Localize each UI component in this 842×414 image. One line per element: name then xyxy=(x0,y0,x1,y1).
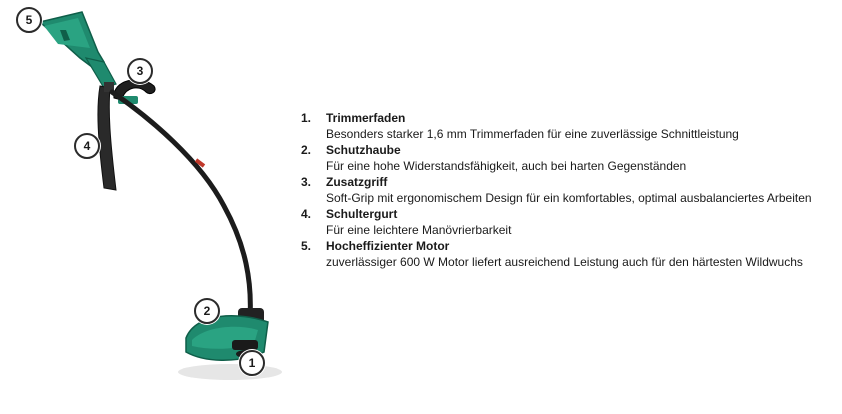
trimmer-shaft xyxy=(112,92,250,318)
feature-number: 1. xyxy=(301,111,312,125)
feature-title: Zusatzgriff xyxy=(326,175,388,189)
callout-3: 3 xyxy=(127,58,153,84)
feature-item-zusatzgriff xyxy=(300,174,830,206)
feature-description: Soft-Grip mit ergonomischem Design für ein komfortables, optimal ausbalanciertes Arbeiten xyxy=(326,191,812,205)
feature-number: 4. xyxy=(301,207,312,221)
feature-title: Hocheffizienter Motor xyxy=(326,239,450,253)
feature-description: Besonders starker 1,6 mm Trimmerfaden für eine zuverlässige Schnittleistung xyxy=(326,127,739,141)
feature-title: Schultergurt xyxy=(326,207,398,221)
feature-item-schutzhaube xyxy=(300,142,830,174)
callout-2: 2 xyxy=(194,298,220,324)
feature-title: Schutzhaube xyxy=(326,143,401,157)
feature-number: 2. xyxy=(301,143,312,157)
motor-housing xyxy=(40,12,116,88)
ground-shadow xyxy=(178,364,282,380)
feature-item-schultergurt xyxy=(300,206,830,238)
feature-title: Trimmerfaden xyxy=(326,111,406,125)
feature-description: zuverlässiger 600 W Motor liefert ausreichend Leistung auch für den härtesten Wildwuchs xyxy=(326,255,803,269)
callout-5: 5 xyxy=(16,7,42,33)
feature-list xyxy=(300,110,830,270)
feature-item-motor xyxy=(300,238,830,270)
callout-4: 4 xyxy=(74,133,100,159)
shoulder-strap xyxy=(98,82,116,190)
feature-number: 3. xyxy=(301,175,312,189)
feature-description: Für eine hohe Widerstandsfähigkeit, auch bei harten Gegenständen xyxy=(326,159,687,173)
feature-description: Für eine leichtere Manövrierbarkeit xyxy=(326,223,512,237)
callout-1: 1 xyxy=(239,350,265,376)
feature-item-trimmerfaden xyxy=(300,110,830,142)
feature-number: 5. xyxy=(301,239,312,253)
